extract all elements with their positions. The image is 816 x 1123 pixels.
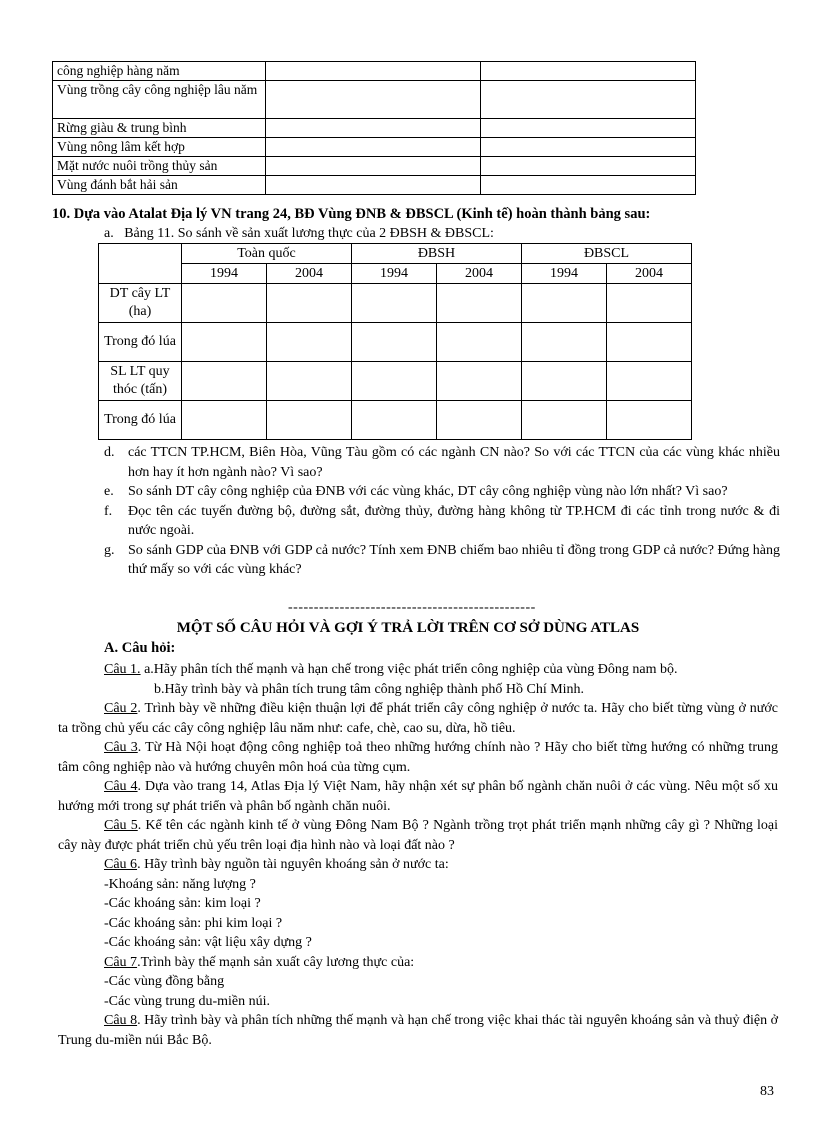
item-text: So sánh GDP của ĐNB với GDP cả nước? Tính xem ĐNB chiếm bao nhiêu tỉ đồng trong GDP cả nước? Đứng hàng thứ mấy so với các vùng khác? [128, 542, 780, 577]
group-header: Toàn quốc [182, 244, 352, 264]
separator-line: ------------------------------------------------ [288, 600, 536, 615]
subquestion-a-text: Bảng 11. So sánh về sản xuất lương thực của 2 ĐBSH & ĐBSCL: [124, 226, 494, 241]
table-cell [437, 323, 522, 362]
table-cell [607, 323, 692, 362]
item-text: Đọc tên các tuyến đường bộ, đường sắt, đường thủy, đường hàng không từ TP.HCM đi các tỉnh trong nước & đi nước ngoài. [128, 503, 780, 538]
table-cell [522, 362, 607, 401]
table-cell [607, 362, 692, 401]
table-corner [99, 244, 182, 284]
list-item [104, 541, 780, 580]
list-item [104, 482, 780, 502]
table-cell [267, 284, 352, 323]
question-label: Câu 5 [104, 818, 138, 833]
table-row-label: Rừng giàu & trung bình [53, 119, 266, 138]
table-cell [266, 119, 481, 138]
table-row-label: công nghiệp hàng năm [53, 62, 266, 81]
table-cell [266, 81, 481, 119]
table-cell [182, 362, 267, 401]
item-label: g. [104, 542, 115, 558]
question-6 [58, 855, 778, 875]
list-item [104, 502, 780, 541]
table-cell [481, 81, 696, 119]
question-7-item: -Các vùng đồng bằng [104, 974, 225, 989]
page-number: 83 [760, 1084, 774, 1099]
question-label: Câu 4 [104, 779, 138, 794]
table-cell [267, 362, 352, 401]
question-text: . Từ Hà Nội hoạt động công nghiệp toả theo những hướng chính nào ? Hãy cho biết từng hướng có những trung tâm công nghiệp nào và hướng chuyên môn hoá của từng cụm. [58, 740, 778, 775]
subquestion-a [104, 226, 494, 242]
table-cell [437, 362, 522, 401]
table-cell [352, 401, 437, 440]
table-row-label: Vùng nông lâm kết hợp [53, 138, 266, 157]
question-10-heading: 10. Dựa vào Atalat Địa lý VN trang 24, BĐ Vùng ĐNB & ĐBSCL (Kinh tế) hoàn thành bảng sau: [52, 206, 651, 222]
question-6-item: -Các khoáng sản: vật liệu xây dựng ? [104, 935, 312, 950]
section-title: MỘT SỐ CÂU HỎI VÀ GỢI Ý TRẢ LỜI TRÊN CƠ SỞ DÙNG ATLAS [176, 620, 640, 636]
table-cell [352, 284, 437, 323]
question-text: .Trình bày thế mạnh sản xuất cây lương thực của: [137, 954, 415, 970]
table-cell [266, 62, 481, 81]
table-cell [182, 323, 267, 362]
year-header: 2004 [267, 264, 352, 284]
question-label: Câu 2 [104, 701, 138, 716]
table-cell [522, 323, 607, 362]
question-label: Câu 1. [104, 662, 141, 677]
question-label: Câu 6 [104, 857, 138, 872]
table-cell [481, 176, 696, 195]
table-cell [607, 284, 692, 323]
question-label: Câu 3 [104, 740, 138, 755]
top-table [52, 61, 696, 195]
year-header: 2004 [607, 264, 692, 284]
item-text: So sánh DT cây công nghiệp của ĐNB với các vùng khác, DT cây công nghiệp vùng nào lớn nhất? Vì sao? [128, 484, 728, 499]
question-2 [58, 699, 778, 738]
year-header: 1994 [182, 264, 267, 284]
question-6-item: -Các khoáng sản: phi kim loại ? [104, 915, 283, 931]
question-text: a.Hãy phân tích thế mạnh và hạn chế trong việc phát triển công nghiệp của vùng Đông nam bộ. [140, 662, 678, 677]
table-cell [522, 401, 607, 440]
item-label: f. [104, 503, 113, 519]
section-a-heading: A. Câu hỏi: [104, 640, 176, 656]
question-text: . Hãy trình bày nguồn tài nguyên khoáng sản ở nước ta: [137, 857, 449, 872]
year-header: 1994 [522, 264, 607, 284]
table-row-label: Mặt nước nuôi trồng thủy sản [53, 157, 266, 176]
list-item [104, 443, 780, 482]
table-cell [266, 138, 481, 157]
table-cell [182, 284, 267, 323]
group-header: ĐBSH [352, 244, 522, 264]
question-8 [58, 1011, 778, 1050]
question-4 [58, 777, 778, 816]
question-text: . Trình bày về những điều kiện thuận lợi để phát triển cây công nghiệp ở nước ta. Hãy cho biết từng vùng ở nước ta trồng chủ yếu các cây công nghiệp lâu năm như: cafe, chè, cao su, dừa, hồ tiêu. [58, 701, 778, 736]
table-cell [267, 401, 352, 440]
table-cell [522, 284, 607, 323]
item-label: e. [104, 484, 114, 499]
table-row-label: Vùng đánh bắt hải sản [53, 176, 266, 195]
year-header: 2004 [437, 264, 522, 284]
question-7 [58, 953, 778, 973]
row-header: Trong đó lúa [99, 323, 182, 362]
question-6-item: -Các khoáng sản: kim loại ? [104, 896, 261, 911]
question-7-item: -Các vùng trung du-miền núi. [104, 993, 271, 1009]
question-text: . Dựa vào trang 14, Atlas Địa lý Việt Nam, hãy nhận xét sự phân bố ngành chăn nuôi ở các vùng. Nêu một số xu hướng mới trong sự phát triển và phân bố ngành chăn nuôi. [58, 779, 778, 814]
question-list [104, 443, 780, 580]
year-header: 1994 [352, 264, 437, 284]
table-cell [437, 401, 522, 440]
item-label: d. [104, 445, 115, 460]
table-cell [481, 157, 696, 176]
question-text: . Kể tên các ngành kinh tế ở vùng Đông Nam Bộ ? Ngành trồng trọt phát triển mạnh những cây gì ? Những loại cây này được phát triển chủ yếu trên loại địa hình nào và loại đất nào ? [58, 818, 778, 853]
table-cell [352, 362, 437, 401]
subquestion-a-label: a. [104, 226, 114, 241]
question-1a [58, 660, 778, 680]
group-header: ĐBSCL [522, 244, 692, 264]
question-1b: b.Hãy trình bày và phân tích trung tâm công nghiệp thành phố Hồ Chí Minh. [154, 681, 585, 697]
table-cell [481, 119, 696, 138]
table-cell [481, 138, 696, 157]
table-row-label: Vùng trồng cây công nghiệp lâu năm [53, 81, 266, 119]
row-header: SL LT quy thóc (tấn) [99, 362, 182, 401]
table-cell [352, 323, 437, 362]
item-text: các TTCN TP.HCM, Biên Hòa, Vũng Tàu gồm có các ngành CN nào? So với các TTCN của các vùng khác nhiều hơn hay ít hơn ngành nào? Vì sao? [128, 445, 780, 480]
table-cell [437, 284, 522, 323]
question-3 [58, 738, 778, 777]
question-label: Câu 7 [104, 954, 138, 970]
table-cell [266, 176, 481, 195]
comparison-table [98, 243, 692, 440]
table-cell [266, 157, 481, 176]
table-cell [267, 323, 352, 362]
row-header: DT cây LT (ha) [99, 284, 182, 323]
table-cell [607, 401, 692, 440]
question-6-item: -Khoáng sản: năng lượng ? [104, 876, 256, 892]
questions-body [58, 660, 778, 1050]
table-cell [481, 62, 696, 81]
table-cell [182, 401, 267, 440]
question-5 [58, 816, 778, 855]
question-text: . Hãy trình bày và phân tích những thế mạnh và hạn chế trong việc khai thác tài nguyên khoáng sản và thuỷ điện ở Trung du-miền núi Bắc Bộ. [58, 1013, 778, 1048]
question-label: Câu 8 [104, 1013, 138, 1028]
row-header: Trong đó lúa [99, 401, 182, 440]
